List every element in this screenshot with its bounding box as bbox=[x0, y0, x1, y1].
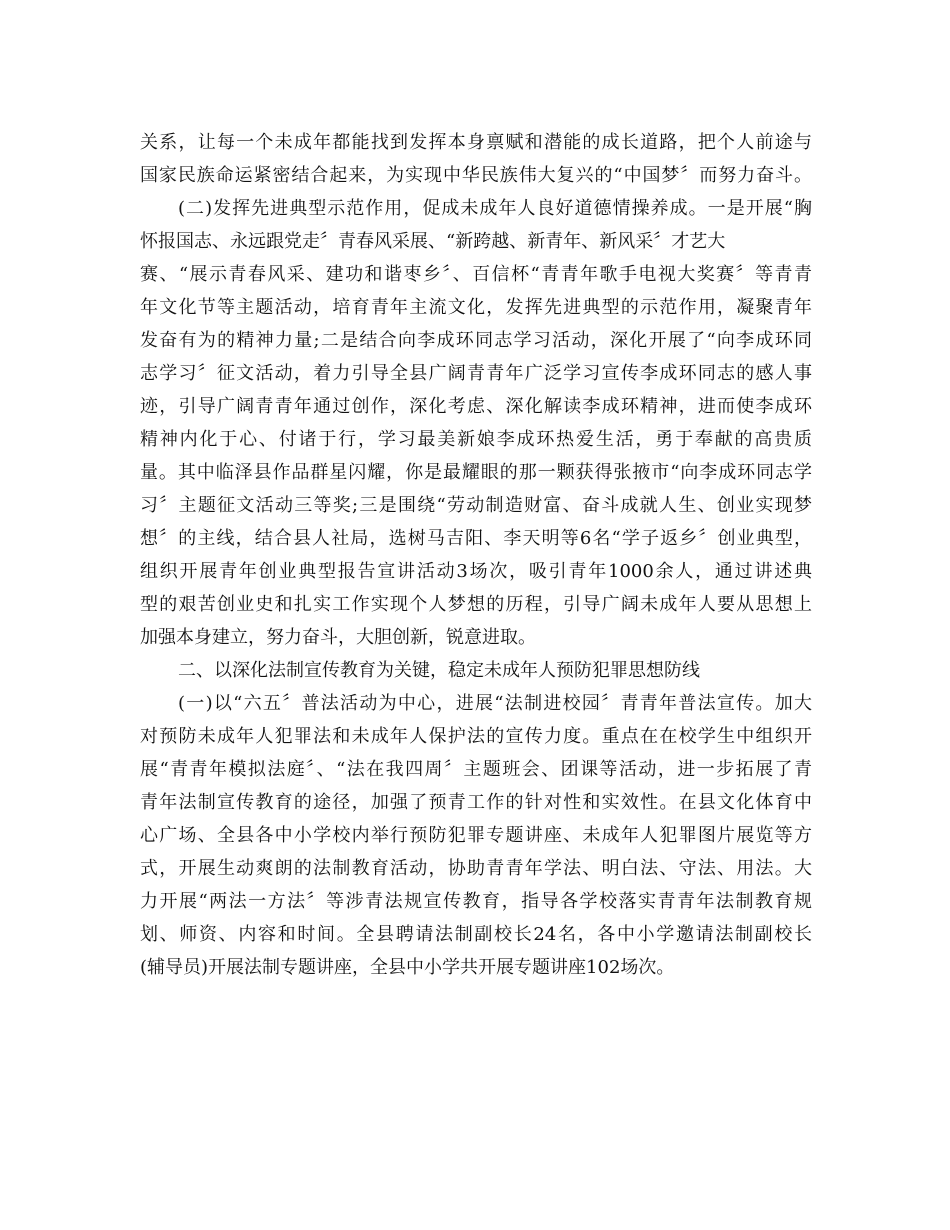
heading-line: 二、以深化法制宣传教育为关键，稳定未成年人预防犯罪思想防线 bbox=[178, 660, 700, 681]
text-line: 年文化节等主题活动，培育青年主流文化，发挥先进典型的示范作用，凝聚青年 bbox=[140, 297, 812, 318]
text-line: (二)发挥先进典型示范作用，促成未成年人良好道德情操养成。一是开展“胸 bbox=[178, 198, 812, 219]
text-line: 量。其中临泽县作品群星闪耀，你是最耀眼的那一颗获得张掖市“向李成环同志学 bbox=[140, 462, 812, 483]
text-line: 力开展“两法一方法〞等涉青法规宣传教育，指导各学校落实青青年法制教育规 bbox=[140, 891, 812, 912]
section-heading bbox=[140, 654, 812, 687]
paragraph-3 bbox=[140, 687, 812, 984]
text-line: 发奋有为的精神力量;二是结合向李成环同志学习活动，深化开展了“向李成环同 bbox=[140, 330, 812, 351]
text-line: 赛、“展示青春风采、建功和谐枣乡〞、百信杯“青青年歌手电视大奖赛〞等青青 bbox=[140, 264, 812, 285]
text-line: 加强本身建立，努力奋斗，大胆创新，锐意进取。 bbox=[140, 627, 536, 648]
text-line: (一)以“六五〞普法活动为中心，进展“法制进校园〞青青年普法宣传。加大 bbox=[178, 693, 812, 714]
text-line: 想〞的主线，结合县人社局，选树马吉阳、李天明等6名“学子返乡〞创业典型， bbox=[140, 528, 812, 549]
text-line: 对预防未成年人犯罪法和未成年人保护法的宣传力度。重点在在校学生中组织开 bbox=[140, 726, 812, 747]
text-line: 精神内化于心、付诸于行，学习最美新娘李成环热爱生活，勇于奉献的高贵质 bbox=[140, 429, 812, 450]
text-line: (辅导员)开展法制专题讲座，全县中小学共开展专题讲座102场次。 bbox=[140, 957, 675, 978]
text-line: 志学习〞征文活动，着力引导全县广阔青青年广泛学习宣传李成环同志的感人事 bbox=[140, 363, 812, 384]
text-line: 关系，让每一个未成年都能找到发挥本身禀赋和潜能的成长道路，把个人前途与 bbox=[140, 132, 812, 153]
text-line: 青年法制宣传教育的途径，加强了预青工作的针对性和实效性。在县文化体育中 bbox=[140, 792, 812, 813]
text-line: 展“青青年模拟法庭〞、“法在我四周〞主题班会、团课等活动，进一步拓展了青 bbox=[140, 759, 812, 780]
text-line: 心广场、全县各中小学校内举行预防犯罪专题讲座、未成年人犯罪图片展览等方 bbox=[140, 825, 812, 846]
paragraph-1 bbox=[140, 126, 812, 192]
text-line: 国家民族命运紧密结合起来，为实现中华民族伟大复兴的“中国梦〞而努力奋斗。 bbox=[140, 165, 812, 186]
text-line: 式，开展生动爽朗的法制教育活动，协助青青年学法、明白法、守法、用法。大 bbox=[140, 858, 812, 879]
text-line: 划、师资、内容和时间。全县聘请法制副校长24名，各中小学邀请法制副校长 bbox=[140, 924, 812, 945]
text-line: 习〞主题征文活动三等奖;三是围绕“劳动制造财富、奋斗成就人生、创业实现梦 bbox=[140, 495, 812, 516]
text-line: 型的艰苦创业史和扎实工作实现个人梦想的历程，引导广阔未成年人要从思想上 bbox=[140, 594, 812, 615]
text-line: 组织开展青年创业典型报告宣讲活动3场次，吸引青年1000余人，通过讲述典 bbox=[140, 561, 812, 582]
paragraph-2 bbox=[140, 192, 812, 654]
text-line: 怀报国志、永远跟党走〞青春风采展、“新跨越、新青年、新风采〞才艺大 bbox=[140, 231, 726, 252]
document-body bbox=[140, 126, 812, 984]
text-line: 迹，引导广阔青青年通过创作，深化考虑、深化解读李成环精神，进而使李成环 bbox=[140, 396, 812, 417]
